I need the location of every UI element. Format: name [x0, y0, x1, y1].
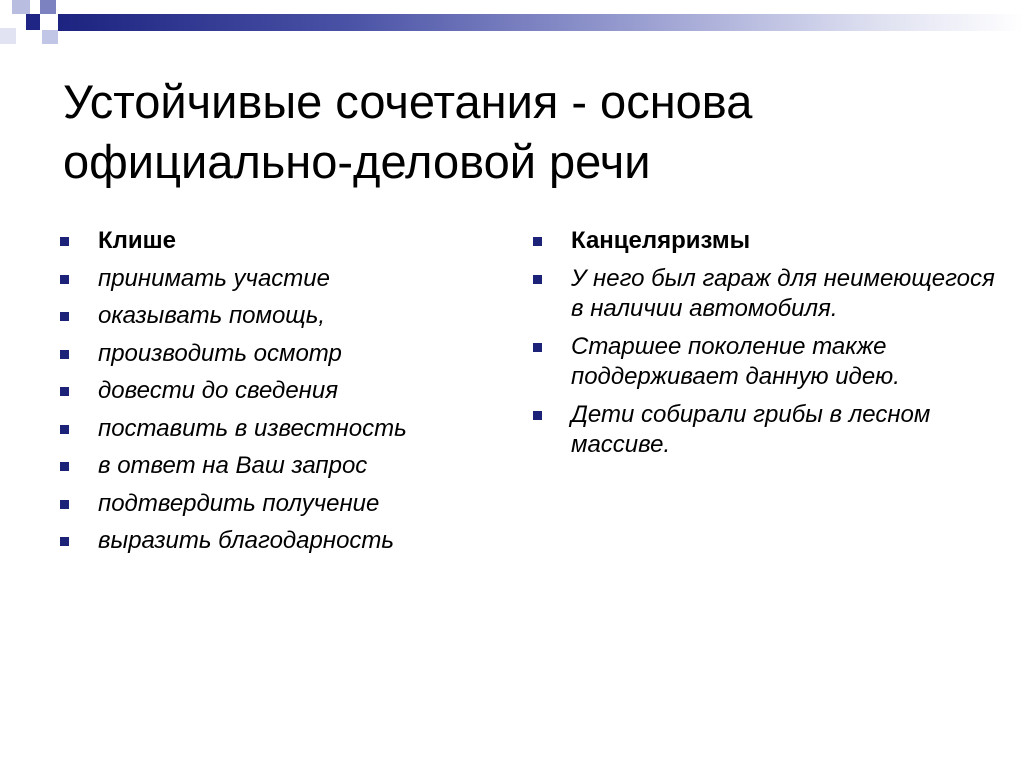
square-bullet-icon	[60, 275, 69, 284]
list-item-text: принимать участие	[98, 264, 330, 292]
left-column-list	[58, 226, 498, 564]
list-heading-kantselyarizmy	[531, 226, 1001, 256]
decorative-square	[26, 14, 40, 30]
list-heading-label: Канцеляризмы	[571, 227, 751, 254]
list-item-text: Старшее поколение также поддерживает данную идею.	[571, 333, 900, 390]
square-bullet-icon	[60, 312, 69, 321]
square-bullet-icon	[60, 537, 69, 546]
list-item	[531, 264, 1001, 324]
list-item	[531, 400, 1001, 460]
list-item	[58, 264, 498, 294]
list-item	[58, 339, 498, 369]
slide-title: Устойчивые сочетания - основа официально-деловой речи	[63, 75, 753, 188]
list-item-text: Дети собирали грибы в лесном массиве.	[571, 401, 931, 458]
square-bullet-icon	[60, 387, 69, 396]
list-item	[58, 414, 498, 444]
list-item	[58, 489, 498, 519]
right-column-list	[531, 226, 1001, 468]
list-heading-label: Клише	[98, 227, 176, 254]
square-bullet-icon	[533, 237, 542, 246]
list-item-text: довести до сведения	[98, 377, 339, 404]
list-item-text: производить осмотр	[98, 339, 342, 367]
decorative-square	[0, 28, 16, 44]
decorative-square	[42, 30, 58, 44]
square-bullet-icon	[60, 462, 69, 471]
decorative-square	[40, 0, 56, 14]
square-bullet-icon	[60, 237, 69, 246]
list-item-text: У него был гараж для неимеющегося в наличии автомобиля.	[571, 265, 995, 322]
square-bullet-icon	[60, 500, 69, 509]
square-bullet-icon	[533, 343, 542, 352]
list-item	[58, 301, 498, 331]
list-item	[58, 376, 498, 406]
square-bullet-icon	[60, 425, 69, 434]
list-item-text: подтвердить получение	[98, 489, 380, 517]
list-item-text: в ответ на Ваш запрос	[98, 452, 368, 479]
list-heading-cliche	[58, 226, 498, 256]
list-item	[531, 332, 1001, 392]
square-bullet-icon	[60, 350, 69, 359]
list-item	[58, 526, 498, 556]
square-bullet-icon	[533, 275, 542, 284]
decorative-square	[12, 0, 30, 14]
list-item-text: выразить благодарность	[98, 527, 395, 554]
top-gradient-bar	[58, 14, 1024, 31]
list-item-text: оказывать помощь,	[98, 302, 326, 329]
square-bullet-icon	[533, 411, 542, 420]
list-item-text: поставить в известность	[98, 414, 407, 442]
list-item	[58, 451, 498, 481]
